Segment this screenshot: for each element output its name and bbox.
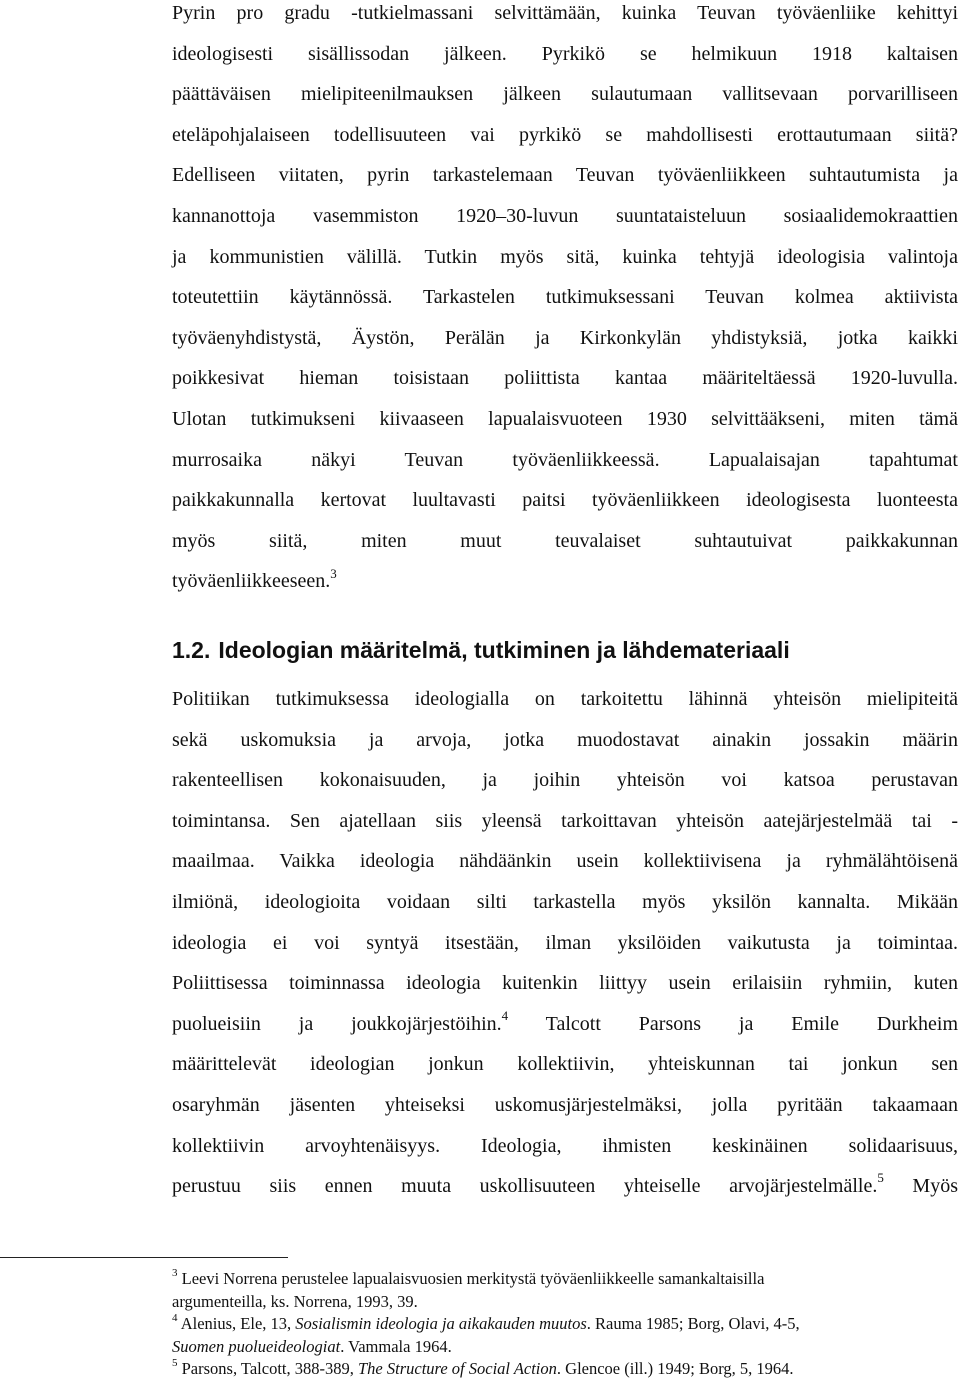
text-line bbox=[172, 801, 958, 842]
line-text: Ulotan tutkimukseni kiivaaseen lapualaisvuoteen 1930 selvittääkseni, miten tämä bbox=[172, 407, 958, 430]
line-text: ilmiönä, ideologioita voidaan silti tarkastella myös yksilön kannalta. Mikään bbox=[172, 890, 958, 913]
text-line bbox=[172, 923, 958, 964]
line-text: paikkakunnalla kertovat luultavasti paitsi työväenliikkeen ideologisesta luonteesta bbox=[172, 489, 958, 512]
text-line bbox=[172, 237, 958, 278]
footnote-ref: 3 bbox=[330, 565, 337, 581]
text-line bbox=[172, 882, 958, 923]
text-line bbox=[172, 34, 958, 75]
text-line bbox=[172, 358, 958, 399]
line-text: kollektiivin arvoyhtenäisyys. Ideologia, ihmisten keskinäinen solidaarisuus, bbox=[172, 1134, 958, 1157]
footnote-title: The Structure of Social Action bbox=[358, 1359, 557, 1378]
footnote-number: 4 bbox=[172, 1311, 178, 1324]
line-text: päättäväisen mielipiteenilmauksen jälkeen sulautumaan vallitsevaan porvarilliseen bbox=[172, 83, 958, 106]
paragraph-body bbox=[172, 679, 958, 1207]
text-line bbox=[172, 1166, 958, 1207]
line-text: osaryhmän jäsenten yhteiseksi uskomusjärjestelmäksi, jolla pyritään takaamaan bbox=[172, 1093, 958, 1116]
footnote-ref: 4 bbox=[501, 1008, 509, 1024]
line-text: rakenteellisen kokonaisuuden, ja joihin yhteisön voi katsoa perustavan bbox=[172, 769, 958, 792]
text-line bbox=[172, 521, 958, 562]
line-text: Edelliseen viitaten, pyrin tarkastelemaan Teuvan työväenliikkeen suhtautumista ja bbox=[172, 164, 958, 187]
footnote-3 bbox=[172, 1268, 932, 1313]
text-line bbox=[172, 115, 958, 156]
text-line bbox=[172, 720, 958, 761]
footnote-text: . Glencoe (ill.) 1949; Borg, 5, 1964. bbox=[556, 1359, 794, 1378]
footnote-number: 5 bbox=[172, 1356, 178, 1369]
line-text: Politiikan tutkimuksessa ideologialla on tarkoitettu lähinnä yhteisön mielipiteitä bbox=[172, 688, 958, 710]
text-line bbox=[172, 1085, 958, 1126]
footnote-title: Suomen puolueideologiat bbox=[172, 1336, 341, 1356]
text-line bbox=[172, 561, 958, 602]
line-text: perustuu siis ennen muuta uskollisuuteen yhteiselle arvojärjestelmälle. bbox=[172, 1175, 878, 1198]
text-line bbox=[172, 155, 958, 196]
footnote-text: argumenteilla, ks. Norrena, 1993, 39. bbox=[172, 1291, 418, 1311]
text-line bbox=[172, 760, 958, 801]
text-line bbox=[172, 1126, 958, 1167]
line-text: poikkesivat hieman toisistaan poliittista kantaa määriteltäessä 1920-luvulla. bbox=[172, 367, 958, 390]
line-text: toimintansa. Sen ajatellaan siis yleensä tarkoittavan yhteisön aatejärjestelmää tai - bbox=[172, 809, 958, 832]
section-title: Ideologian määritelmä, tutkiminen ja lähdemateriaali bbox=[218, 637, 790, 663]
footnote-text: Leevi Norrena perustelee lapualaisvuosien merkitystä työväenliikkeelle samankaltaisilla bbox=[181, 1269, 765, 1288]
line-text: kannanottoja vasemmiston 1920–30-luvun suuntataisteluun sosiaalidemokraattien bbox=[172, 204, 958, 227]
text-line bbox=[172, 318, 958, 359]
footnote-4 bbox=[172, 1313, 932, 1358]
definition-paragraph bbox=[172, 679, 958, 1207]
footnote-ref: 5 bbox=[877, 1170, 884, 1186]
text-line bbox=[172, 963, 958, 1004]
text-line bbox=[172, 196, 958, 237]
line-text: maailmaa. Vaikka ideologia nähdäänkin usein kollektiivisena ja ryhmälähtöisenä bbox=[172, 850, 958, 873]
footnote-text: . Rauma 1985; Borg, Olavi, 4-5, bbox=[586, 1314, 800, 1333]
text-line bbox=[172, 74, 958, 115]
line-text: toteutettiin käytännössä. Tarkastelen tutkimuksessani Teuvan kolmea aktiivista bbox=[172, 286, 958, 309]
section-number: 1.2. bbox=[172, 637, 211, 663]
footnote-number: 3 bbox=[172, 1266, 178, 1279]
text-line bbox=[172, 440, 958, 481]
line-text: Poliittisessa toiminnassa ideologia kuitenkin liittyy usein erilaisiin ryhmiin, kuten bbox=[172, 972, 958, 995]
line-text: työväenliikkeeseen. bbox=[172, 570, 331, 593]
line-text: eteläpohjalaiseen todellisuuteen vai pyrkikö se mahdollisesti erottautumaan siitä? bbox=[172, 123, 958, 146]
line-text: puolueisiin ja joukkojärjestöihin. bbox=[172, 1012, 502, 1035]
footnote-text: . Vammala 1964. bbox=[340, 1336, 452, 1356]
line-text: määrittelevät ideologian jonkun kollektiivin, yhteiskunnan tai jonkun sen bbox=[172, 1053, 958, 1076]
section-heading bbox=[172, 630, 790, 670]
text-line bbox=[172, 679, 958, 720]
line-text: ideologia ei voi syntyä itsestään, ilman yksilöiden vaikutusta ja toimintaa. bbox=[172, 931, 958, 954]
text-line bbox=[172, 1004, 958, 1045]
footnote-5 bbox=[172, 1358, 932, 1381]
line-text: ja kommunistien välillä. Tutkin myös sitä, kuinka tehtyjä ideologisia valintoja bbox=[172, 245, 958, 268]
footnotes bbox=[172, 1268, 932, 1381]
intro-paragraph bbox=[172, 0, 958, 602]
text-line bbox=[172, 841, 958, 882]
paragraph-body bbox=[172, 0, 958, 602]
line-text: myös siitä, miten muut teuvalaiset suhtautuivat paikkakunnan bbox=[172, 529, 958, 552]
text-line bbox=[172, 399, 958, 440]
line-text: ideologisesti sisällissodan jälkeen. Pyrkikö se helmikuun 1918 kaltaisen bbox=[172, 42, 958, 65]
text-line bbox=[172, 0, 958, 34]
text-line bbox=[172, 1044, 958, 1085]
line-text: Pyrin pro gradu -tutkielmassani selvittämään, kuinka Teuvan työväenliike kehittyi bbox=[172, 2, 958, 24]
footnote-title: Sosialismin ideologia ja aikakauden muutos bbox=[295, 1314, 587, 1333]
footnote-text: Alenius, Ele, 13, bbox=[180, 1314, 296, 1333]
line-text: Myös bbox=[883, 1175, 958, 1198]
text-line bbox=[172, 277, 958, 318]
footnote-separator bbox=[0, 1257, 288, 1258]
line-text: murrosaika näkyi Teuvan työväenliikkeessä. Lapualaisajan tapahtumat bbox=[172, 448, 958, 471]
line-text: sekä uskomuksia ja arvoja, jotka muodostavat ainakin jossakin määrin bbox=[172, 728, 958, 751]
footnote-text: Parsons, Talcott, 388-389, bbox=[181, 1359, 358, 1378]
line-text: Talcott Parsons ja Emile Durkheim bbox=[508, 1012, 958, 1035]
text-line bbox=[172, 480, 958, 521]
line-text: työväenyhdistystä, Äystön, Perälän ja Kirkonkylän yhdistyksiä, jotka kaikki bbox=[172, 326, 958, 349]
